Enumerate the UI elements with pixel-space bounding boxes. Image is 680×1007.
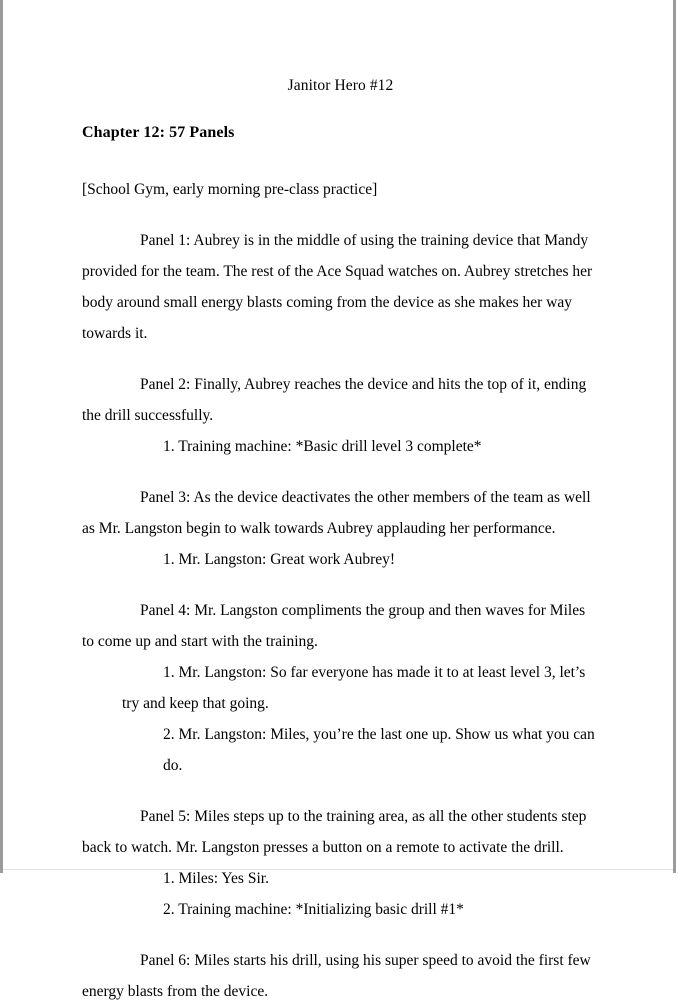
panel-block [82, 781, 599, 925]
panel-paragraph: Panel 1: Aubrey is in the middle of using the training device that Mandy provided for the team. The rest of the Ace Squad watches on. Aubrey stretches her body around small energy blasts coming from the device as she makes her way towards it. [82, 232, 593, 342]
panel-block [82, 462, 599, 575]
dialogue-line: 1. Mr. Langston: Great work Aubrey! [163, 551, 396, 568]
panel-paragraph: Panel 3: As the device deactivates the other members of the team as well as Mr. Langston begin to walk towards Aubrey applauding her performance. [82, 489, 591, 537]
panel-block [82, 349, 599, 462]
panel-paragraph: Panel 6: Miles starts his drill, using his super speed to avoid the first few energy blasts from the device. [82, 952, 591, 1000]
panel-paragraph: Panel 2: Finally, Aubrey reaches the device and hits the top of it, ending the drill successfully. [82, 376, 587, 424]
document-title: Janitor Hero #12 [287, 77, 394, 94]
panel-paragraph: Panel 5: Miles steps up to the training area, as all the other students step back to watch. Mr. Langston presses a button on a remote to activate the drill. [82, 808, 587, 856]
dialogue-line: 2. Mr. Langston: Miles, you’re the last one up. Show us what you can do. [163, 726, 595, 774]
panel-block [82, 575, 599, 781]
dialogue-line: 1. Training machine: *Basic drill level 3 complete* [163, 438, 482, 455]
scene-heading: [School Gym, early morning pre-class practice] [82, 181, 378, 198]
chapter-heading: Chapter 12: 57 Panels [82, 124, 235, 141]
dialogue-line: 1. Miles: Yes Sir. [163, 870, 269, 887]
dialogue-line: 2. Training machine: *Initializing basic drill #1* [163, 901, 464, 918]
dialogue-list [82, 863, 599, 925]
document-page [3, 0, 673, 1000]
viewer-right-edge-rule [673, 0, 676, 873]
panel-block [82, 925, 599, 1007]
dialogue-list [82, 431, 599, 462]
dialogue-list [82, 657, 599, 781]
page-content [82, 0, 599, 1007]
panel-block [82, 205, 599, 349]
panel-paragraph: Panel 4: Mr. Langston compliments the group and then waves for Miles to come up and start with the training. [82, 602, 586, 650]
dialogue-list [82, 544, 599, 575]
dialogue-line: 1. Mr. Langston: So far everyone has made it to at least level 3, let’s try and keep that going. [122, 664, 586, 712]
page-bottom-rule [3, 869, 673, 870]
